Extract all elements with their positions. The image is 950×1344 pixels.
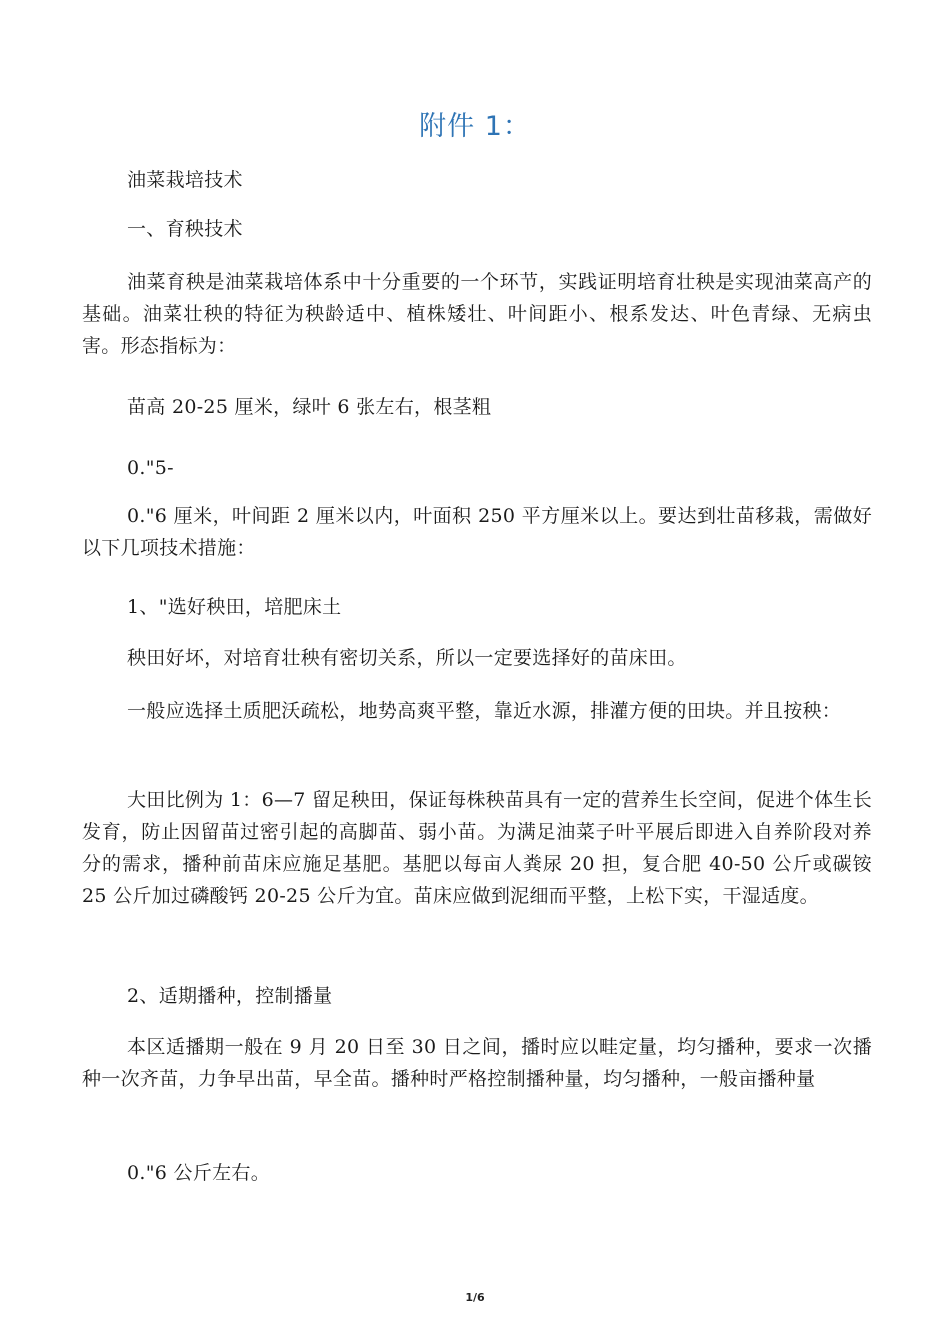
paragraph-root-range: 0."5- xyxy=(127,457,174,479)
page-number: 1/6 xyxy=(465,1291,485,1304)
section-heading-main: 油菜栽培技术 xyxy=(127,169,243,191)
paragraph-sowing-period: 本区适播期一般在 9 月 20 日至 30 日之间，播时应以畦定量，均匀播种，要求一次播种一次齐苗，力争早出苗，早全苗。播种时严格控制播种量，均匀播种，一般亩播种量 xyxy=(82,1036,872,1090)
paragraph-leaf-spacing: 0."6 厘米，叶间距 2 厘米以内，叶面积 250 平方厘米以上。要达到壮苗移栽，需做好以下几项技术措施： xyxy=(82,505,872,559)
paragraph-sowing-amount: 0."6 公斤左右。 xyxy=(127,1162,270,1184)
paragraph-intro: 油菜育秧是油菜栽培体系中十分重要的一个环节，实践证明培育壮秧是实现油菜高产的基础。油菜壮秧的特征为秧龄适中、植株矮壮、叶间距小、根系发达、叶色青绿、无病虫害。形态指标为： xyxy=(82,271,872,357)
document-title: 附件 1： xyxy=(419,111,531,142)
subheading-sowing: 2、适期播种，控制播量 xyxy=(127,985,333,1007)
paragraph-field-ratio: 大田比例为 1：6—7 留足秧田，保证每株秧苗具有一定的营养生长空间，促进个体生长发育，防止因留苗过密引起的高脚苗、弱小苗。为满足油菜子叶平展后即进入自养阶段对养分的需求，播种前苗床应施足基肥。基肥以每亩人粪尿 20 担，复合肥 40-50 公斤或碳铵 25 公斤加过磷酸钙 20-25 公斤为宜。苗床应做到泥细而平整，上松下实，干湿适度。 xyxy=(82,789,872,907)
subheading-seedbed: 1、"选好秧田，培肥床土 xyxy=(127,596,342,618)
paragraph-field-selection: 一般应选择土质肥沃疏松，地势高爽平整，靠近水源，排灌方便的田块。并且按秧： xyxy=(127,700,842,722)
paragraph-seedbed-quality: 秧田好坏，对培育壮秧有密切关系，所以一定要选择好的苗床田。 xyxy=(127,647,687,669)
paragraph-seedling-height: 苗高 20-25 厘米，绿叶 6 张左右，根茎粗 xyxy=(127,396,492,418)
section-heading-1: 一、育秧技术 xyxy=(127,218,243,240)
